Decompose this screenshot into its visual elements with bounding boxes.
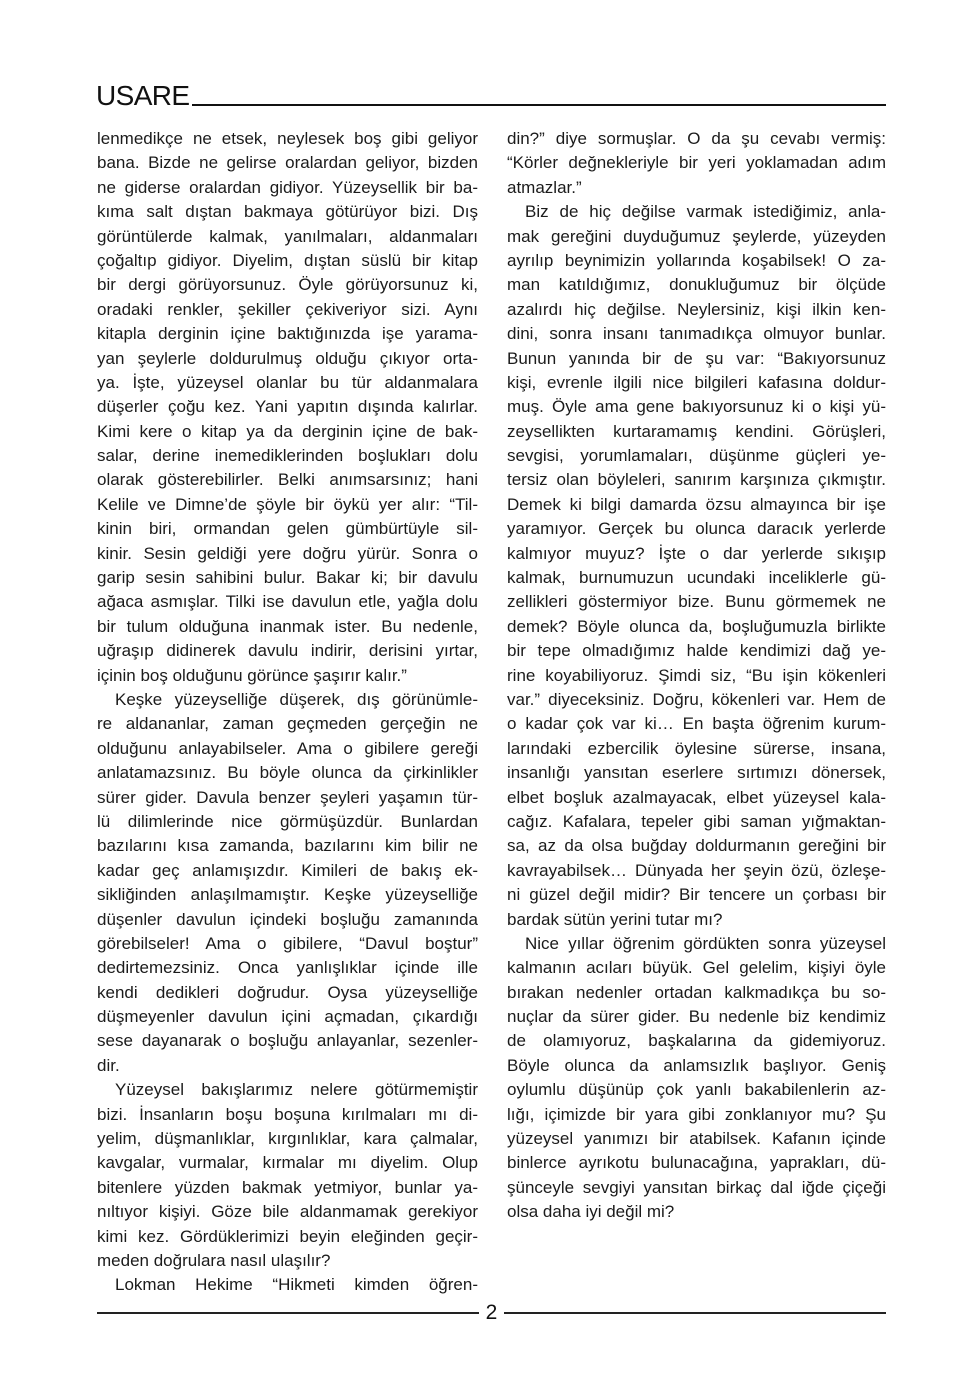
text-line: zeysellikten kurtaramamış kendini. Görüşleri, <box>507 421 886 441</box>
text-line: re aldananlar, zaman geçmeden gerçeğin ne <box>97 714 478 734</box>
text-line: ni güzel değil midir? Bir tencere un çorbası bir <box>507 885 886 905</box>
text-line: lenmedikçe ne etsek, neylesek boş gibi geliyor <box>97 129 478 148</box>
text-line: Nice yıllar öğrenim gördükten sonra yüzeysel <box>525 933 886 953</box>
text-line: Böyle olunca da anlamsızlık başlıyor. Geniş <box>507 1055 886 1075</box>
text-line: bardak sütün yerini tutar mı? <box>507 909 723 929</box>
text-line: dir. <box>97 1055 120 1075</box>
text-line: oylumlu düşünüp çok yanlı bakabilenlerin az- <box>507 1080 886 1100</box>
text-line: bazılarını kısa zamanda, bazılarını kim bilir ne <box>97 836 478 856</box>
text-line: Yüzeysel bakışlarımız nelere götürmemiştir <box>115 1080 478 1100</box>
paragraph <box>97 1078 478 1273</box>
text-line: zellikleri göstermiyor bize. Bunu görmemek ne <box>507 592 886 612</box>
text-line: kimi kez. Gördüklerimizi beyin eleğinden geçir- <box>97 1226 478 1246</box>
text-line: o kadar çok var ki… En başta öğrenim kurum- <box>507 714 886 734</box>
text-line: dini, sonra insanı tanımadıkça olmuyor bunlar. <box>507 324 886 344</box>
paragraph <box>507 932 886 1225</box>
text-line: kalmıyor muyuz? İşte o dar yerlerde sıkışıp <box>507 543 886 563</box>
text-line: içinin boş olduğunu görünce şaşırır kalır.” <box>97 665 407 685</box>
text-line: dedirtemezsiniz. Onca yanlışlıklar içinde ille <box>97 958 478 978</box>
text-line: din?” diye sormuşlar. O da şu cevabı vermiş: <box>507 129 886 148</box>
text-line: tersiz olan böyleleri, sanırım karşınıza çıkmıştır. <box>507 470 886 490</box>
paragraph <box>507 127 886 200</box>
text-line: Biz de hiç değilse varmak istediğimiz, anla- <box>525 202 886 222</box>
text-line: insanlığı yansıtan eserlere sırtımızı dönersek, <box>507 763 886 783</box>
text-line: kitapla derginin içine baktığınızda işe yarama- <box>97 324 478 344</box>
text-line: ağaca asmışlar. Tilki ise davulun etle, yağla dolu <box>97 592 478 612</box>
text-line: muş. Öyle ama gene bakıyorsunuz ki o kişi yü- <box>507 397 886 417</box>
text-line: cağız. Kafalara, tepeler gibi saman yığmaktan- <box>507 811 886 831</box>
text-line: Demek ki bilgi damarda özsu almayınca bir işe <box>507 494 886 514</box>
text-line: kişi, evrenle ilgili nice bilgileri kafasına doldur- <box>507 372 886 392</box>
text-line: “Körler değnekleriyle bir yeri yoklamadan adım <box>507 153 886 173</box>
text-line: meden doğrulara nasıl ulaşılır? <box>97 1250 331 1270</box>
page-footer <box>97 1300 886 1326</box>
text-line: uğraşıp didinerek davulu indirir, derisini yırtar, <box>97 641 478 661</box>
text-line: larındaki ezbercilik öylesine sürerse, insana, <box>507 738 886 758</box>
text-line: mak gereğini duyduğumuz şeylerde, yüzeyden <box>507 226 886 246</box>
text-line: man katıldığımız, donukluğumuz bir ölçüde <box>507 275 886 295</box>
text-line: azalırdı hiç değilse. Neylersiniz, kişi ilkin ken- <box>507 299 886 319</box>
text-line: sevgisi, yorumlamaları, düşünme güçleri ye- <box>507 446 886 466</box>
text-line: bir dergi görüyorsunuz. Öyle görüyorsunuz ki, <box>97 275 478 295</box>
text-line: yüzeysel yanımızı bir atabilsek. Kafanın içinde <box>507 1129 886 1149</box>
right-column <box>507 127 886 1225</box>
paragraph <box>97 1273 478 1297</box>
text-line: olduğunu anlayabilseler. Ama o gibilere gereği <box>97 738 478 758</box>
text-line: bir tulum olduğuna inanmak ister. Bu nedenle, <box>97 616 478 636</box>
text-line: ne giderse oralardan gidiyor. Yüzeysellik bir ba- <box>97 177 478 197</box>
header-rule <box>192 104 886 106</box>
text-line: yan şeylerle doldurulmuş olduğu çıkıyor orta- <box>97 348 478 368</box>
text-line: Kimi kere o kitap ya da derginin içine de bak- <box>97 421 478 441</box>
text-line: kinir. Sesin geldiği yere doğru yürür. Sonra o <box>97 543 478 563</box>
text-line: lığı, içimizde bir yara gibi zonklanıyor mu? Şu <box>507 1104 886 1124</box>
text-line: var.” diyeceksiniz. Doğru, kökenleri var. Hem de <box>507 689 886 709</box>
text-line: Bunun yanında bir de şu var: “Bakıyorsunuz <box>507 348 886 368</box>
running-header <box>96 82 886 110</box>
page-number: 2 <box>485 1301 498 1324</box>
text-line: kavgalar, vurmalar, kırmalar mı diyelim. Olup <box>97 1153 478 1173</box>
text-line: bana. Bizde ne gelirse oralardan geliyor, bizden <box>97 153 478 173</box>
text-line: elbet boşluk azalmayacak, elbet yüzeysel kala- <box>507 787 886 807</box>
text-line: atmazlar.” <box>507 177 582 197</box>
text-line: çoğaltıp gidiyor. Diyelim, dıştan süslü bir kitap <box>97 250 478 270</box>
text-line: anlatamazsınız. Bu böyle olunca da çirkinlikler <box>97 763 478 783</box>
text-line: kalmak, burnumuzun ucundaki inceliklerle gü- <box>507 568 886 588</box>
text-line: görebilseler! Ama o gibilere, “Davul boştur” <box>97 933 478 953</box>
text-line: binlerce ayrıkotu bulunacağına, yaprakları, dü- <box>507 1153 886 1173</box>
text-line: yaramıyor. Gerçek bu olunca daracık yerlerde <box>507 519 886 539</box>
text-line: sa, az da olsa buğday doldurmanın gereğini bir <box>507 836 886 856</box>
text-line: rine koyabiliyoruz. Şimdi siz, “Bu işin kökenleri <box>507 665 886 685</box>
text-line: Lokman Hekime “Hikmeti kimden öğren- <box>115 1275 478 1295</box>
text-line: ayrılıp beynimizin yollarında koşabilsek! O za- <box>507 250 886 270</box>
text-line: kalmanın acıları büyük. Gel gelelim, kişiyi öyle <box>507 958 886 978</box>
text-line: bitenlere yüzden bakmak yetmiyor, bunlar ya- <box>97 1177 478 1197</box>
footer-rule-left <box>97 1312 479 1314</box>
text-line: kendi dedikleri doğrudur. Oysa yüzeyselliğe <box>97 982 478 1002</box>
text-line: kıma salt dıştan bakmaya götürüyor bizi. Dış <box>97 202 478 222</box>
text-line: lü dilimlerinde nice görmüşüzdür. Bunlardan <box>97 811 478 831</box>
text-line: Keşke yüzeyselliğe düşerek, dış görünümle- <box>115 689 478 709</box>
text-line: salar, derine inemediklerinden boşlukları dolu <box>97 446 478 466</box>
text-line: nıltıyor kişiyi. Göze bile aldanmamak gerekiyor <box>97 1202 478 1222</box>
paragraph <box>507 200 886 932</box>
footer-rule-right <box>504 1312 886 1314</box>
text-line: demek? Böyle olunca da, boşluğumuzla birlikte <box>507 616 886 636</box>
text-line: bırakan nedenler ortadan kalkmadıkça bu so- <box>507 982 886 1002</box>
text-line: düşmeyenler davulun içini açmadan, çıkardığı <box>97 1007 478 1027</box>
text-line: bizi. İnsanların boşu boşuna kırılmaları mı di- <box>97 1104 478 1124</box>
left-column <box>97 127 478 1298</box>
text-line: görüntülerde kalmak, yanılmaları, aldanmaları <box>97 226 478 246</box>
text-line: garip sesin sahibini bulur. Bakar ki; bir davulu <box>97 568 478 588</box>
text-line: kadar geç anlamışızdır. Kimileri de bakış ek- <box>97 860 478 880</box>
text-line: sikliğinden anlaşılmamıştır. Keşke yüzeyselliğe <box>97 885 478 905</box>
paragraph <box>97 688 478 1078</box>
text-line: kavrayabilsek… Dünyada her şeyin özü, özleşe- <box>507 860 886 880</box>
text-line: olarak gösterebilirler. Belki anımsarsınız; hani <box>97 470 478 490</box>
text-line: yelim, düşmanlıklar, kırgınlıklar, kara çalmalar, <box>97 1129 478 1149</box>
text-line: bir tepe olmadığımız halde kendimizi dağ ye- <box>507 641 886 661</box>
text-line: sürer gider. Davula benzer şeyleri yaşamın tür- <box>97 787 478 807</box>
text-line: düşerler çoğu kez. Yani yapıtın dışında kalırlar. <box>97 397 478 417</box>
text-line: Kelile ve Dimne’de şöyle bir öykü yer alır: “Til- <box>97 494 478 514</box>
magazine-title: USARE <box>96 80 190 111</box>
text-line: sese dayanarak o boşluğu anlayanlar, sezenler- <box>97 1031 478 1051</box>
text-line: ya. İşte, yüzeysel olanlar bu tür aldanmalara <box>97 372 478 392</box>
paragraph <box>97 127 478 688</box>
text-line: şünceyle sevgiyi yansıtan birkaç dal iğde çiçeği <box>507 1177 886 1197</box>
text-line: oradaki renkler, şekiller çekiveriyor sizi. Aynı <box>97 299 478 319</box>
text-line: olsa daha iyi değil mi? <box>507 1202 675 1222</box>
text-line: düşenler davulun içindeki boşluğu zamanında <box>97 909 478 929</box>
text-line: de olamıyoruz, başkalarına da gidemiyoruz. <box>507 1031 886 1051</box>
text-line: nuçlar da sürer gider. Bu nedenle biz kendimiz <box>507 1007 886 1027</box>
text-line: kinin biri, ormandan gelen gümbürtüyle sil- <box>97 519 478 539</box>
